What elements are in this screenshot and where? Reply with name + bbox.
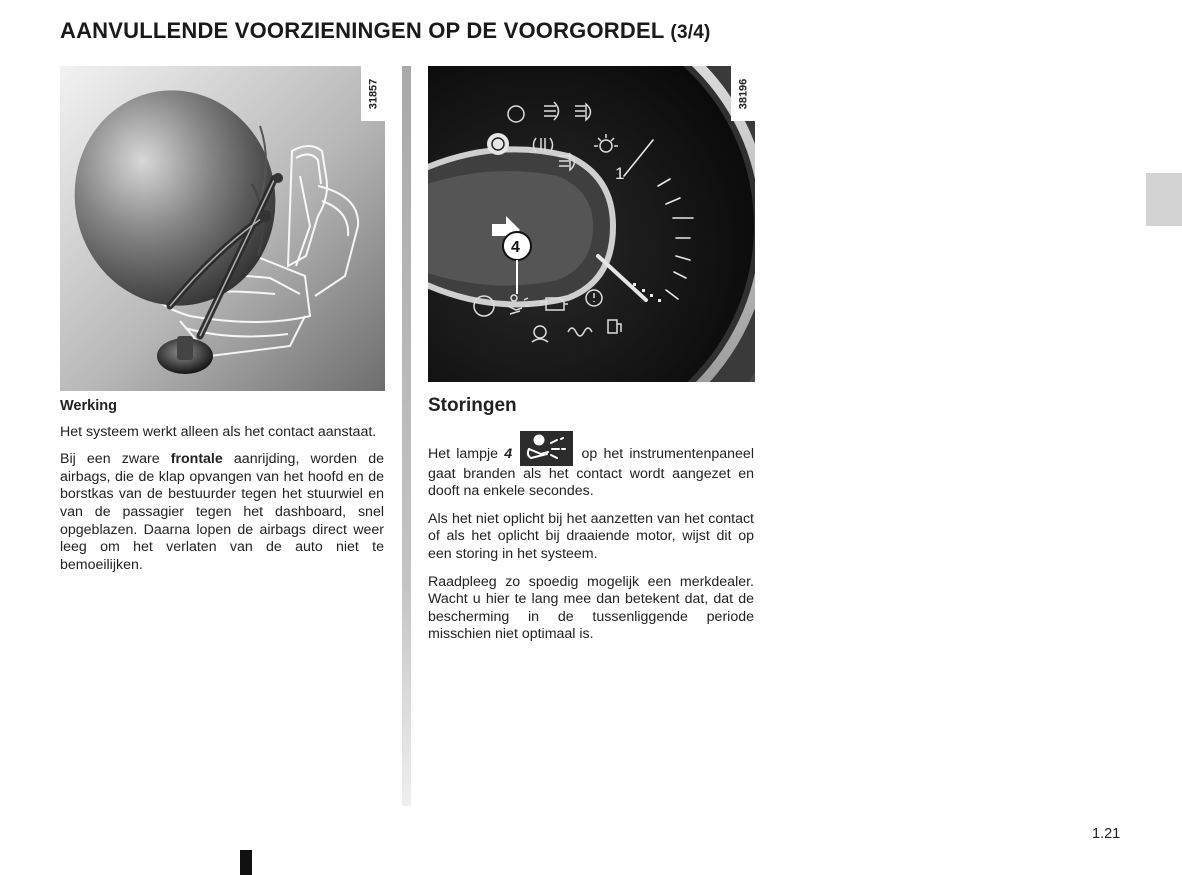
callout-number: 4: [511, 239, 520, 256]
page-title-main: AANVULLENDE VOORZIENINGEN OP DE VOORGORDEL: [60, 18, 665, 43]
figure-number-box: [361, 66, 385, 121]
left-column: [60, 398, 384, 584]
text-run: aanrijding, worden de airbags, die de klap opvangen van het hoofd en de borstkas van de bestuurder tegen het stuurwiel en van de passagier tegen het dashboard, snel opgeblazen. Daarna lopen de airbags direct weer leeg om het verlaten van de auto niet te bemoeilijken.: [60, 451, 384, 573]
section-heading-storingen: Storingen: [428, 395, 517, 416]
callout-reference: 4: [504, 445, 513, 462]
instrument-cluster-illustration: [428, 66, 755, 382]
text-run: op het instrumentenpaneel gaat branden als het contact wordt aangezet en dooft na enkele secondes.: [428, 445, 754, 500]
right-column: [428, 397, 754, 654]
figure-number: 38196: [737, 78, 749, 109]
figure-number: 31857: [367, 78, 379, 109]
bold-term: frontale: [170, 451, 223, 468]
dial-number-label: 1: [615, 164, 625, 183]
text-run: Het lampje: [428, 445, 505, 462]
chapter-tab: [1146, 173, 1182, 226]
column-divider: [402, 66, 411, 806]
print-mark: [240, 850, 252, 875]
paragraph: Het systeem werkt alleen als het contact aanstaat.: [60, 423, 377, 440]
paragraph: [428, 431, 754, 501]
figure-number-box: [731, 66, 755, 121]
paragraph: [60, 451, 384, 574]
page-number: 1.21: [1092, 826, 1121, 842]
text-run: Bij een zware: [60, 451, 171, 468]
airbag-warning-icon: [520, 431, 573, 466]
airbag-seat-illustration: [60, 66, 385, 391]
section-heading-werking: Werking: [60, 398, 117, 414]
page-title-part: (3/4): [670, 22, 711, 43]
page-title: [60, 18, 711, 44]
paragraph: Raadpleeg zo spoedig mogelijk een merkdealer. Wacht u hier te lang mee dan betekent dat, dat de bescherming in de tussenliggende periode misschien niet optimaal is.: [428, 573, 754, 643]
paragraph: Als het niet oplicht bij het aanzetten van het contact of als het oplicht bij draaiende motor, wijst dit op een storing in het systeem.: [428, 510, 754, 562]
